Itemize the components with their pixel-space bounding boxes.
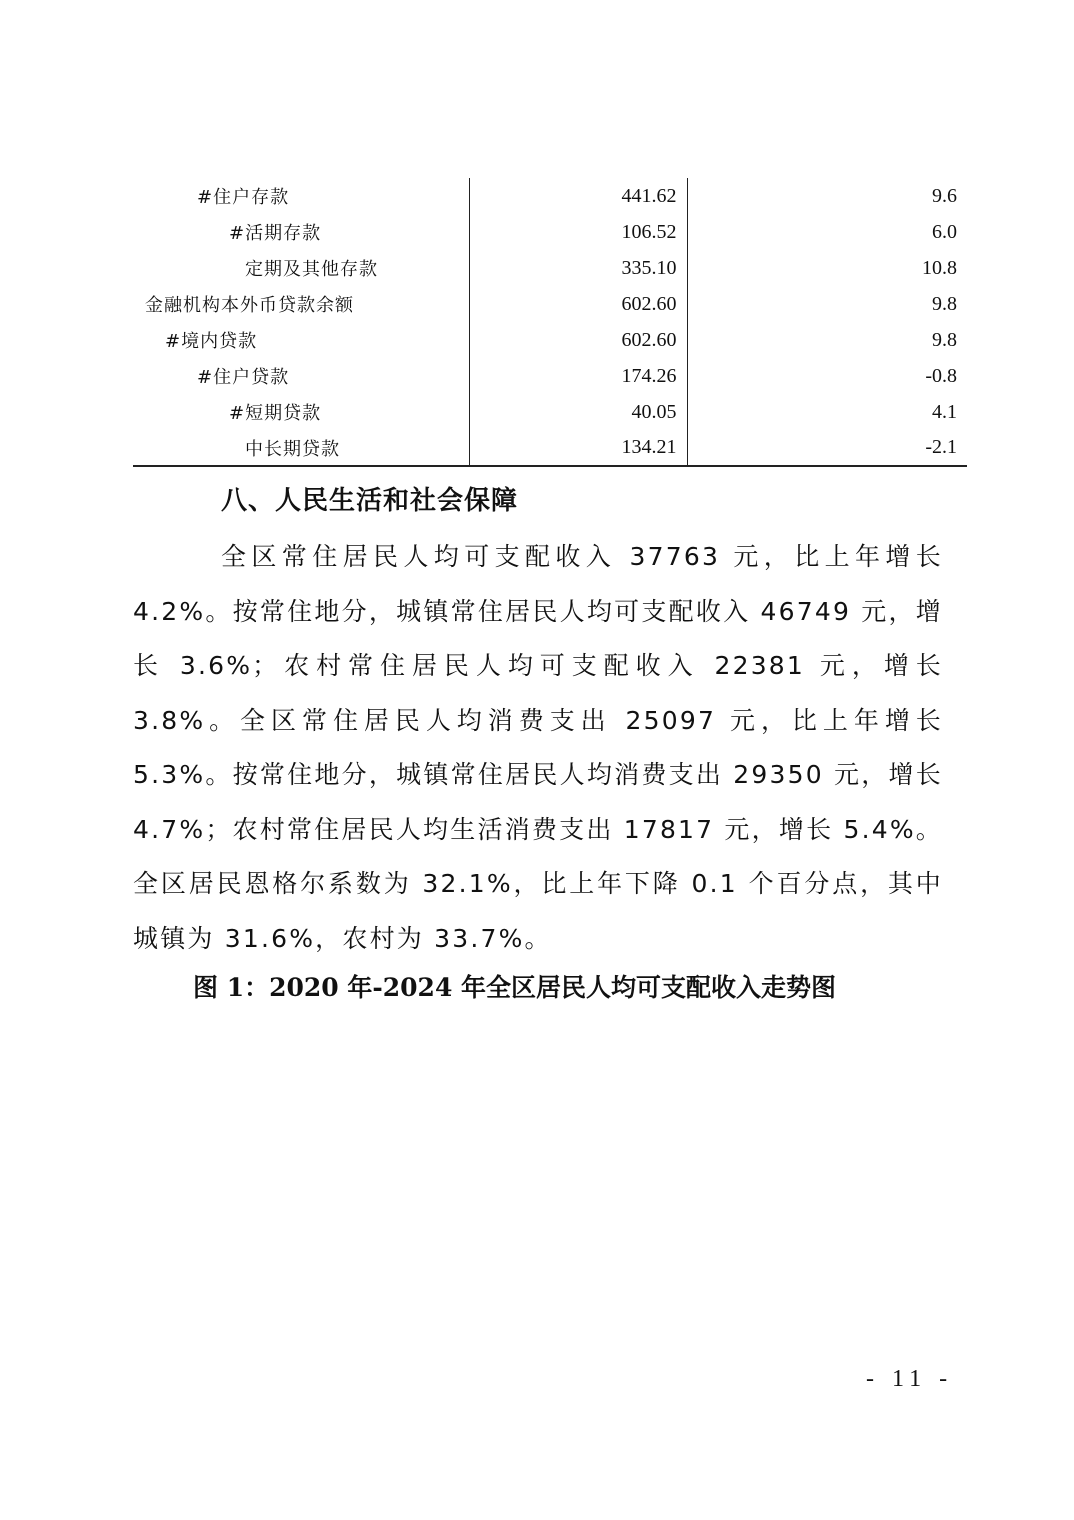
row-growth: 9.8 — [687, 322, 967, 358]
row-value: 106.52 — [469, 214, 687, 250]
table-row — [133, 178, 967, 214]
row-growth: 6.0 — [687, 214, 967, 250]
row-value: 602.60 — [469, 286, 687, 322]
row-growth: -0.8 — [687, 358, 967, 394]
table-row — [133, 322, 967, 358]
section-heading: 八、人民生活和社会保障 — [221, 486, 519, 516]
row-label: 中长期贷款 — [133, 430, 469, 466]
row-label: 定期及其他存款 — [245, 259, 378, 280]
row-label: 金融机构本外币贷款余额 — [145, 295, 354, 316]
row-value: 40.05 — [469, 394, 687, 430]
table-row — [133, 358, 967, 394]
page-number: - 11 - — [866, 1366, 954, 1392]
row-label: #短期贷款 — [229, 403, 322, 424]
table-row — [133, 250, 967, 286]
row-value: 335.10 — [469, 250, 687, 286]
figure-caption: 图 1：2020 年-2024 年全区居民人均可支配收入走势图 — [193, 973, 837, 1002]
row-value: 602.60 — [469, 322, 687, 358]
table-row — [133, 286, 967, 322]
table-row — [133, 430, 967, 466]
row-label: #境内贷款 — [165, 331, 258, 352]
row-value: 441.62 — [469, 178, 687, 214]
row-label: #住户贷款 — [197, 367, 290, 388]
row-growth: -2.1 — [687, 430, 967, 466]
row-label: #活期存款 — [229, 223, 322, 244]
table-row — [133, 214, 967, 250]
row-growth: 10.8 — [687, 250, 967, 286]
financial-table — [133, 178, 967, 467]
row-value: 174.26 — [469, 358, 687, 394]
financial-table-container — [133, 178, 967, 467]
table-row — [133, 394, 967, 430]
row-growth: 9.6 — [687, 178, 967, 214]
row-growth: 9.8 — [687, 286, 967, 322]
row-label: #住户存款 — [197, 187, 290, 208]
body-paragraph: 全区常住居民人均可支配收入 37763 元，比上年增长 4.2%。按常住地分，城镇常住居民人均可支配收入 46749 元，增长 3.6%；农村常住居民人均可支配收入 22381 元，增长 3.8%。全区常住居民人均消费支出 25097 元，比上年增长 5.3%。按常住地分，城镇常住居民人均消费支出 29350 元，增长 4.7%；农村常住居民人均生活消费支出 17817 元，增长 5.4%。全区居民恩格尔系数为 32.1%，比上年下降 0.1 个百分点，其中城镇为 31.6%，农村为 33.7%。 — [133, 542, 943, 953]
row-growth: 4.1 — [687, 394, 967, 430]
row-value: 134.21 — [469, 430, 687, 466]
